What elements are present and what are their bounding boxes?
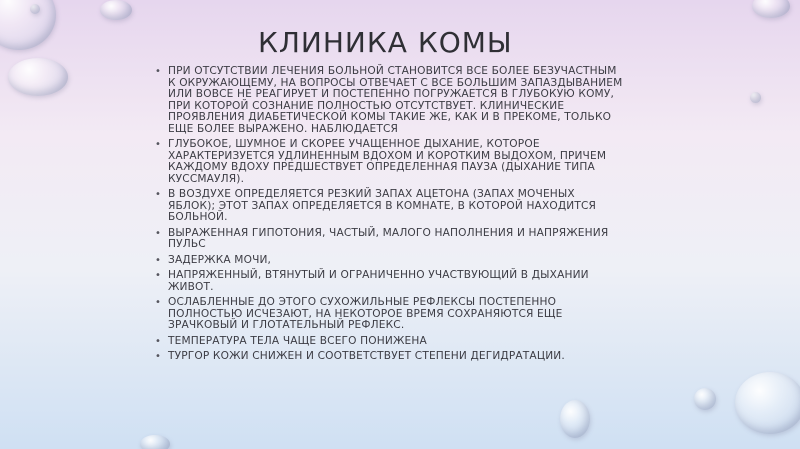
bullet-item: • ЗАДЕРЖКА МОЧИ, [155,255,625,267]
water-droplet-decoration [735,372,800,434]
bullet-item: • ПРИ ОТСУТСТВИИ ЛЕЧЕНИЯ БОЛЬНОЙ СТАНОВИТСЯ ВСЕ БОЛЕЕ БЕЗУЧАСТНЫМ К ОКРУЖАЮЩЕМУ, НА ВОПРОСЫ ОТВЕЧАЕТ С ВСЕ БОЛЬШИМ ЗАПАЗДЫВАНИЕМ ИЛИ ВОВСЕ НЕ РЕАГИРУЕТ И ПОСТЕПЕННО ПОГРУЖАЕТСЯ В ГЛУБОКУЮ КОМУ, ПРИ КОТОРОЙ СОЗНАНИЕ ПОЛНОСТЬЮ ОТСУТСТВУЕТ. КЛИНИЧЕСКИЕ ПРОЯВЛЕНИЯ ДИАБЕТИЧЕСКОЙ КОМЫ ТАКИЕ ЖЕ, КАК И В ПРЕКОМЕ, ТОЛЬКО ЕЩЕ БОЛЕЕ ВЫРАЖЕНО. НАБЛЮДАЕТСЯ [155,66,625,135]
bullet-item: • ОСЛАБЛЕННЫЕ ДО ЭТОГО СУХОЖИЛЬНЫЕ РЕФЛЕКСЫ ПОСТЕПЕННО ПОЛНОСТЬЮ ИСЧЕЗАЮТ, НА НЕКОТОРОЕ ВРЕМЯ СОХРАНЯЮТСЯ ЕЩЕ ЗРАЧКОВЫЙ И ГЛОТАТЕЛЬНЫЙ РЕФЛЕКС. [155,297,625,332]
water-droplet-decoration [560,400,590,438]
water-droplet-decoration [100,0,132,20]
bullet-item: • В ВОЗДУХЕ ОПРЕДЕЛЯЕТСЯ РЕЗКИЙ ЗАПАХ АЦЕТОНА (ЗАПАХ МОЧЕНЫХ ЯБЛОК); ЭТОТ ЗАПАХ ОПРЕДЕЛЯЕТСЯ В КОМНАТЕ, В КОТОРОЙ НАХОДИТСЯ БОЛЬНОЙ. [155,189,625,224]
bullet-item: • ТЕМПЕРАТУРА ТЕЛА ЧАЩЕ ВСЕГО ПОНИЖЕНА [155,336,625,348]
bullet-item: • НАПРЯЖЕННЫЙ, ВТЯНУТЫЙ И ОГРАНИЧЕННО УЧАСТВУЮЩИЙ В ДЫХАНИИ ЖИВОТ. [155,270,625,293]
bullet-item: • ВЫРАЖЕННАЯ ГИПОТОНИЯ, ЧАСТЫЙ, МАЛОГО НАПОЛНЕНИЯ И НАПРЯЖЕНИЯ ПУЛЬС [155,228,625,251]
water-droplet-decoration [750,92,761,103]
bullet-item: • ГЛУБОКОЕ, ШУМНОЕ И СКОРЕЕ УЧАЩЕННОЕ ДЫХАНИЕ, КОТОРОЕ ХАРАКТЕРИЗУЕТСЯ УДЛИНЕННЫМ ВДОХОМ И КОРОТКИМ ВЫДОХОМ, ПРИЧЕМ КАЖДОМУ ВДОХУ ПРЕДШЕСТВУЕТ ОПРЕДЕЛЕННАЯ ПАУЗА (ДЫХАНИЕ ТИПА КУССМАУЛЯ). [155,139,625,185]
water-droplet-decoration [0,0,56,50]
water-droplet-decoration [694,388,716,410]
water-droplet-decoration [8,58,68,96]
water-droplet-decoration [140,435,170,449]
water-droplet-decoration [30,4,40,14]
water-droplet-decoration [752,0,790,18]
slide-title: КЛИНИКА КОМЫ [258,26,513,59]
bullet-item: • ТУРГОР КОЖИ СНИЖЕН И СООТВЕТСТВУЕТ СТЕПЕНИ ДЕГИДРАТАЦИИ. [155,351,625,363]
bullet-list [155,66,625,367]
